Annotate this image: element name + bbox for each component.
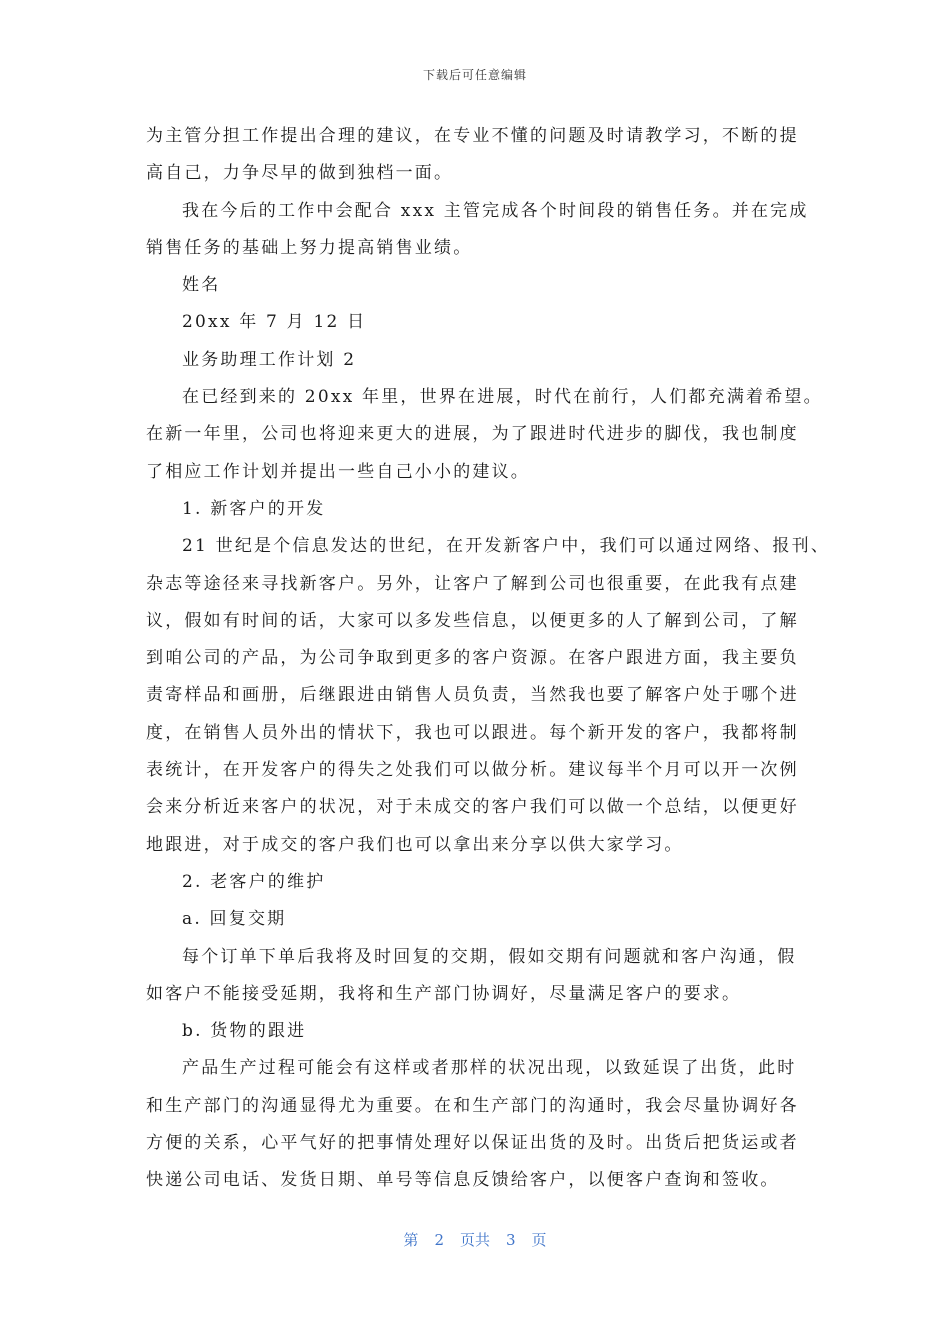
document-body	[146, 118, 831, 1200]
text-line: 了相应工作计划并提出一些自己小小的建议。	[146, 461, 530, 482]
text-line: 高自己，力争尽早的做到独档一面。	[146, 163, 454, 184]
subsection-heading: 2. 老客户的维护	[182, 871, 326, 892]
text-line: 杂志等途径来寻找新客户。另外，让客户了解到公司也很重要，在此我有点建	[146, 573, 799, 594]
text-line: 快递公司电话、发货日期、单号等信息反馈给客户，以便客户查询和签收。	[146, 1170, 780, 1191]
text-line: 责寄样品和画册，后继跟进由销售人员负责，当然我也要了解客户处于哪个进	[146, 685, 799, 706]
text-line: 如客户不能接受延期，我将和生产部门协调好，尽量满足客户的要求。	[146, 983, 742, 1004]
text-line: 每个订单下单后我将及时回复的交期，假如交期有问题就和客户沟通，假	[182, 946, 797, 967]
text-line: 议，假如有时间的话，大家可以多发些信息，以便更多的人了解到公司，了解	[146, 610, 799, 631]
footer-middle: 页共	[459, 1231, 490, 1249]
signature-name: 姓名	[182, 275, 221, 296]
total-pages-number: 3	[506, 1231, 516, 1249]
section-title: 业务助理工作计划 2	[182, 349, 357, 370]
sub-item-heading: a. 回复交期	[182, 909, 287, 930]
text-line: 和生产部门的沟通显得尤为重要。在和生产部门的沟通时，我会尽量协调好各	[146, 1095, 799, 1116]
text-line: 度，在销售人员外出的情状下，我也可以跟进。每个新开发的客户，我都将制	[146, 722, 799, 743]
text-line: 会来分析近来客户的状况，对于未成交的客户我们可以做一个总结，以便更好	[146, 797, 799, 818]
subsection-heading: 1. 新客户的开发	[182, 498, 326, 519]
text-line: 地跟进，对于成交的客户我们也可以拿出来分享以供大家学习。	[146, 834, 684, 855]
footer-suffix: 页	[531, 1231, 547, 1249]
sub-item-heading: b. 货物的跟进	[182, 1021, 307, 1042]
text-line: 在已经到来的 20xx 年里，世界在进展，时代在前行，人们都充满着希望。	[182, 387, 823, 408]
current-page-number: 2	[434, 1231, 444, 1249]
text-line: 产品生产过程可能会有这样或者那样的状况出现，以致延误了出货，此时	[182, 1058, 797, 1079]
page-header: 下载后可任意编辑	[422, 68, 527, 82]
text-line: 21 世纪是个信息发达的世纪，在开发新客户中，我们可以通过网络、报刊、	[182, 536, 831, 557]
footer-prefix: 第	[403, 1231, 419, 1249]
text-line: 方便的关系，心平气好的把事情处理好以保证出货的及时。出货后把货运或者	[146, 1133, 799, 1154]
text-line: 在新一年里，公司也将迎来更大的进展，为了跟进时代进步的脚伐，我也制度	[146, 424, 799, 445]
page-number-footer	[0, 1229, 950, 1250]
text-line: 销售任务的基础上努力提高销售业绩。	[146, 237, 473, 258]
text-line: 到咱公司的产品，为公司争取到更多的客户资源。在客户跟进方面，我主要负	[146, 648, 799, 669]
text-line: 我在今后的工作中会配合 xxx 主管完成各个时间段的销售任务。并在完成	[182, 200, 809, 221]
text-line: 表统计，在开发客户的得失之处我们可以做分析。建议每半个月可以开一次例	[146, 760, 799, 781]
text-line: 为主管分担工作提出合理的建议，在专业不懂的问题及时请教学习，不断的提	[146, 126, 799, 146]
signature-date: 20xx 年 7 月 12 日	[182, 312, 367, 333]
